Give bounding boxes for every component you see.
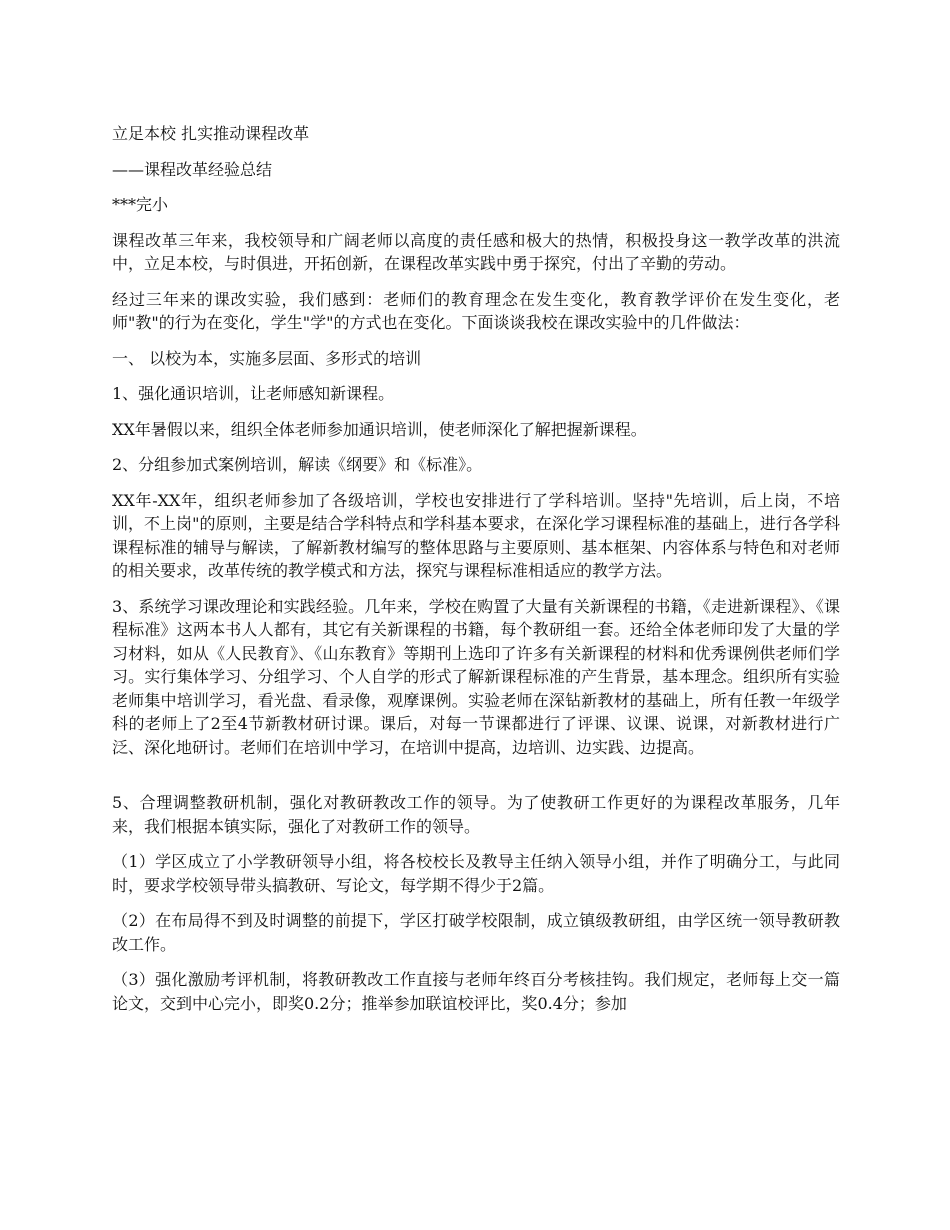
- document-author: ***完小: [112, 195, 169, 214]
- paragraph: 课程改革三年来，我校领导和广阔老师以高度的责任感和极大的热情，积极投身这一教学改革的洪流中，立足本校，与时俱进，开拓创新，在课程改革实践中勇于探究，付出了辛勤的劳动。: [112, 230, 840, 273]
- subsection-heading: 1、强化通识培训，让老师感知新课程。: [112, 384, 395, 403]
- subsection-heading: 2、分组参加式案例培训，解读《纲要》和《标准》。: [112, 455, 483, 474]
- list-item: （1）学区成立了小学教研领导小组，将各校校长及教导主任纳入领导小组，并作了明确分工，与此同时，要求学校领导带头搞教研、写论文，每学期不得少于2篇。: [112, 852, 840, 895]
- paragraph: 经过三年来的课改实验，我们感到：老师们的教育理念在发生变化，教育教学评价在发生变化，老师"教"的行为在变化，学生"学"的方式也在变化。下面谈谈我校在课改实验中的几件做法：: [112, 289, 840, 332]
- paragraph: 3、系统学习课改理论和实践经验。几年来，学校在购置了大量有关新课程的书籍，《走进新课程》、《课程标准》这两本书人人都有，其它有关新课程的书籍，每个教研组一套。还给全体老师印发了大量的学习材料，如从《人民教育》、《山东教育》等期刊上选印了许多有关新课程的材料和优秀课例供老师们学习。实行集体学习、分组学习、个人自学的形式了解新课程标准的产生背景，基本理念。组织所有实验老师集中培训学习，看光盘、看录像，观摩课例。实验老师在深钻新教材的基础上，所有任教一年级学科的老师上了2至4节新教材研讨课。课后，对每一节课都进行了评课、议课、说课，对新教材进行广泛、深化地研讨。老师们在培训中学习，在培训中提高，边培训、边实践、边提高。: [112, 596, 840, 757]
- paragraph: XX年暑假以来，组织全体老师参加通识培训，使老师深化了解把握新课程。: [112, 419, 647, 439]
- list-item: （3）强化激励考评机制，将教研教改工作直接与老师年终百分考核挂钩。我们规定，老师每上交一篇论文，交到中心完小，即奖0.2分；推举参加联谊校评比，奖0.4分；参加: [112, 970, 840, 1013]
- paragraph: 5、合理调整教研机制，强化对教研教改工作的领导。为了使教研工作更好的为课程改革服务，几年来，我们根据本镇实际，强化了对教研工作的领导。: [112, 793, 840, 836]
- document-page: [112, 122, 840, 1027]
- list-item: （2）在布局得不到及时调整的前提下，学区打破学校限制，成立镇级教研组，由学区统一领导教研教改工作。: [112, 911, 840, 954]
- document-subtitle: ——课程改革经验总结: [112, 159, 273, 179]
- section-heading: 一、 以校为本，实施多层面、多形式的培训: [112, 348, 422, 368]
- paragraph: XX年-XX年，组织老师参加了各级培训，学校也安排进行了学科培训。坚持"先培训，后上岗，不培训，不上岗"的原则，主要是结合学科特点和学科基本要求，在深化学习课程标准的基础上，进行各学科课程标准的辅导与解读，了解新教材编写的整体思路与主要原则、基本框架、内容体系与特色和对老师的相关要求，改革传统的教学模式和方法，探究与课程标准相适应的教学方法。: [112, 490, 840, 580]
- document-title: 立足本校 扎实推动课程改革: [112, 124, 310, 143]
